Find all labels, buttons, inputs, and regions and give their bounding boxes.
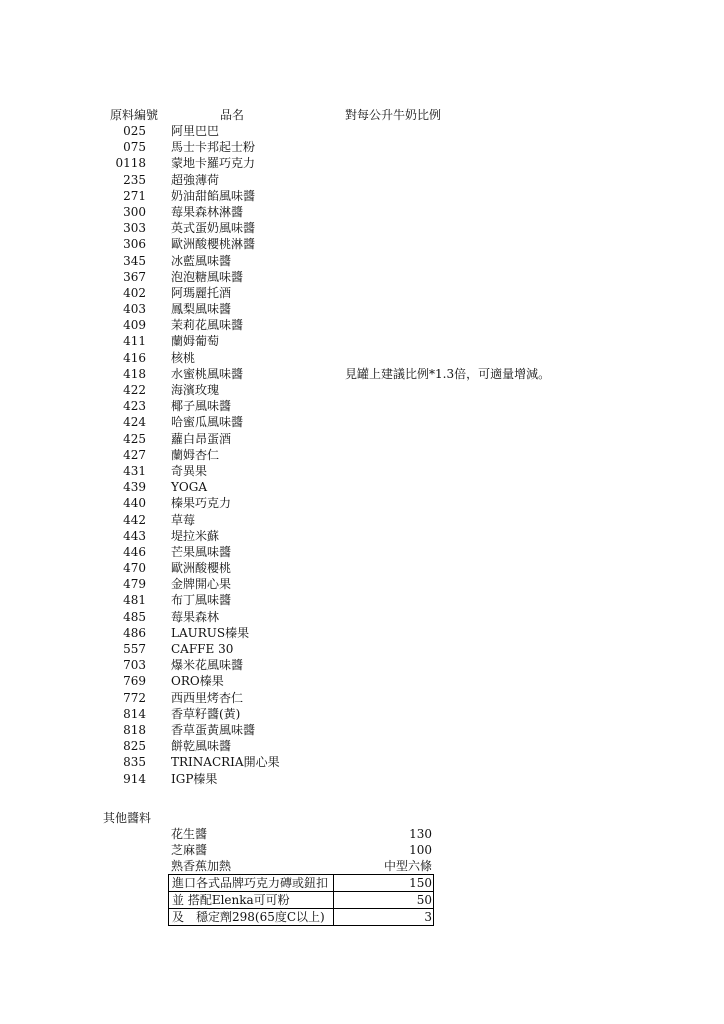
item-note: 見罐上建議比例*1.3倍，可適量增減。: [345, 366, 551, 381]
table-row: [0, 609, 724, 625]
item-code: 424: [123, 415, 146, 430]
table-row: [0, 625, 724, 641]
table-row: [0, 188, 724, 204]
item-name: 布丁風味醬: [171, 593, 232, 608]
other-sauce-value: 100: [409, 843, 432, 858]
table-row: [0, 673, 724, 689]
item-code: 442: [123, 512, 146, 527]
boxed-row-value: 150: [333, 875, 433, 891]
item-code: 818: [123, 722, 146, 737]
item-code: 479: [123, 577, 146, 592]
item-code: 470: [123, 561, 146, 576]
item-name: CAFFE 30: [171, 642, 234, 656]
item-name: 泡泡糖風味醬: [171, 269, 244, 284]
item-code: 431: [123, 463, 146, 478]
item-name: 蘿白昂蛋酒: [171, 431, 232, 446]
table-row: [0, 690, 724, 706]
item-name: 西西里烤杏仁: [171, 690, 244, 705]
item-code: 303: [123, 221, 146, 236]
other-sauces-title: 其他醬料: [103, 811, 152, 825]
item-code: 025: [123, 124, 146, 138]
table-row: [0, 220, 724, 236]
table-row: [0, 204, 724, 220]
item-code: 345: [123, 253, 146, 268]
boxed-row: [169, 875, 433, 892]
item-name: 餅乾風味醬: [171, 739, 232, 754]
item-name: 榛果巧克力: [171, 496, 232, 511]
table-row: [0, 414, 724, 430]
table-row: [0, 350, 724, 366]
item-code: 411: [123, 334, 146, 349]
header-ratio: 對每公升牛奶比例: [345, 108, 442, 122]
item-name: 冰藍風味醬: [171, 253, 232, 268]
other-sauce-row: [0, 858, 724, 874]
item-name: 椰子風味醬: [171, 399, 232, 414]
other-sauce-row: [0, 842, 724, 858]
item-name: 英式蛋奶風味醬: [171, 221, 256, 236]
table-row: [0, 123, 724, 139]
other-sauce-value: 中型六條: [383, 859, 432, 874]
item-code: 300: [123, 204, 146, 219]
boxed-row: [169, 892, 433, 909]
item-name: 阿瑪麗托酒: [171, 285, 232, 300]
ingredient-list: [0, 123, 724, 787]
item-name: 水蜜桃風味醬: [171, 366, 244, 381]
other-sauce-value: 130: [409, 827, 432, 841]
table-row: [0, 382, 724, 398]
header-name: 品名: [220, 108, 245, 122]
table-row: [0, 592, 724, 608]
item-code: 835: [123, 755, 146, 770]
item-name: IGP榛果: [171, 771, 218, 786]
other-sauce-row: [0, 826, 724, 842]
table-row: [0, 317, 724, 333]
item-code: 446: [123, 544, 146, 559]
table-row: [0, 269, 724, 285]
item-code: 914: [123, 771, 146, 786]
item-code: 825: [123, 739, 146, 754]
item-code: 772: [123, 690, 146, 705]
item-name: 歐洲酸櫻桃: [171, 561, 232, 576]
table-row: [0, 641, 724, 657]
table-row: [0, 301, 724, 317]
other-sauce-name: 芝麻醬: [171, 843, 208, 858]
item-code: 443: [123, 528, 146, 543]
item-name: 超強薄荷: [171, 172, 220, 187]
table-row: [0, 155, 724, 171]
item-name: 莓果森林淋醬: [171, 204, 244, 219]
table-row: [0, 528, 724, 544]
chocolate-recipe-box: [168, 874, 434, 926]
table-row: [0, 479, 724, 495]
item-name: 爆米花風味醬: [171, 658, 244, 673]
item-code: 416: [123, 350, 146, 365]
item-code: 409: [123, 318, 146, 333]
table-row: [0, 560, 724, 576]
item-code: 422: [123, 383, 146, 397]
table-row: [0, 495, 724, 511]
item-name: LAURUS榛果: [171, 625, 250, 640]
table-row: [0, 139, 724, 155]
table-row: [0, 544, 724, 560]
boxed-row-value: 50: [333, 892, 433, 908]
other-sauces-list: [0, 826, 724, 875]
boxed-row-name: 並 搭配Elenka可可粉: [172, 893, 290, 907]
item-name: 芒果風味醬: [171, 544, 232, 559]
item-code: 486: [123, 625, 146, 640]
item-code: 481: [123, 593, 146, 608]
table-row: [0, 236, 724, 252]
table-row: [0, 366, 724, 382]
item-name: 馬士卡邦起士粉: [171, 140, 256, 155]
table-row: [0, 333, 724, 349]
item-code: 403: [123, 302, 146, 317]
item-code: 425: [123, 431, 146, 446]
item-name: 阿里巴巴: [171, 124, 220, 138]
item-name: ORO榛果: [171, 674, 224, 689]
table-row: [0, 253, 724, 269]
item-name: 茉莉花風味醬: [171, 318, 244, 333]
table-row: [0, 722, 724, 738]
table-row: [0, 285, 724, 301]
item-name: 金牌開心果: [171, 577, 232, 592]
table-row: [0, 172, 724, 188]
item-code: 703: [123, 658, 146, 673]
item-code: 075: [123, 140, 146, 155]
other-sauce-name: 熟香蕉加熱: [171, 859, 232, 874]
item-name: 奇異果: [171, 463, 208, 478]
table-row: [0, 576, 724, 592]
item-name: 莓果森林: [171, 609, 220, 624]
other-sauce-name: 花生醬: [171, 827, 208, 841]
item-name: 海濱玫瑰: [171, 383, 220, 397]
item-code: 814: [123, 706, 146, 721]
boxed-row-value: 3: [333, 909, 433, 925]
table-row: [0, 512, 724, 528]
item-code: 440: [123, 496, 146, 511]
item-name: 蘭姆杏仁: [171, 447, 220, 462]
item-code: 271: [123, 188, 146, 203]
item-code: 0118: [115, 156, 146, 171]
table-row: [0, 754, 724, 770]
item-code: 485: [123, 609, 146, 624]
boxed-row-name: 及 穩定劑298(65度C以上): [172, 910, 325, 924]
item-name: 核桃: [171, 350, 196, 365]
item-code: 557: [123, 642, 146, 656]
item-name: 奶油甜餡風味醬: [171, 188, 256, 203]
boxed-row: [169, 909, 433, 925]
item-code: 439: [123, 480, 146, 495]
item-name: 香草蛋黃風味醬: [171, 722, 256, 737]
item-code: 769: [123, 674, 146, 689]
item-name: 草莓: [171, 512, 196, 527]
item-name: 蘭姆葡萄: [171, 334, 220, 349]
item-name: 歐洲酸櫻桃淋醬: [171, 237, 256, 252]
item-name: 堤拉米蘇: [171, 528, 220, 543]
table-row: [0, 771, 724, 787]
table-row: [0, 738, 724, 754]
table-row: [0, 463, 724, 479]
header-code: 原料編號: [110, 108, 159, 122]
item-code: 427: [123, 447, 146, 462]
item-code: 402: [123, 285, 146, 300]
table-row: [0, 706, 724, 722]
item-code: 235: [123, 172, 146, 187]
table-row: [0, 431, 724, 447]
item-code: 423: [123, 399, 146, 414]
table-row: [0, 447, 724, 463]
table-row: [0, 657, 724, 673]
item-name: 鳳梨風味醬: [171, 302, 232, 317]
item-name: 香草籽醬(黃): [171, 706, 241, 721]
boxed-row-name: 進口各式品牌巧克力磚或鈕扣: [172, 876, 329, 890]
table-row: [0, 398, 724, 414]
item-name: TRINACRIA開心果: [171, 755, 280, 770]
item-code: 367: [123, 269, 146, 284]
item-code: 306: [123, 237, 146, 252]
item-name: 哈蜜瓜風味醬: [171, 415, 244, 430]
item-code: 418: [123, 366, 146, 381]
item-name: YOGA: [171, 480, 208, 495]
item-name: 蒙地卡羅巧克力: [171, 156, 256, 171]
